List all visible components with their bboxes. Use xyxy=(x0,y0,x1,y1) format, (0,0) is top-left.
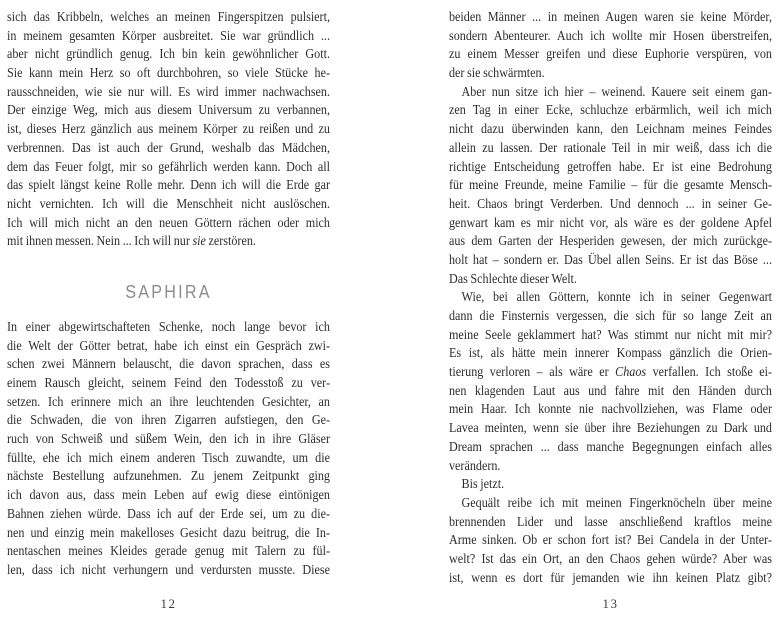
text-line: nen klagenden Laut aus und fahre mit den Händen durch xyxy=(449,382,772,398)
text-line: len, dass ich nicht verhungern und verdursten musste. Diese xyxy=(7,561,330,577)
text-line: in meinem gesamten Körper ausbreitet. Sie war gründlich ... xyxy=(7,27,330,43)
text-line: Das Schlechte dieser Welt. xyxy=(449,270,577,286)
text-line: nicht vernichten. Ich will die Menschheit nicht auslöschen. xyxy=(7,195,330,211)
text-line: sich das Kribbeln, welches an meinen Fingerspitzen pulsiert, xyxy=(7,9,330,24)
text-line: tierung verloren – als wäre er Chaos verfallen. Ich stoße ei- xyxy=(449,364,772,380)
text-line: ist, dieses Herz gänzlich aus meinem Körper zu reißen und zu xyxy=(7,121,330,137)
text-line: aus dem Garten der Hesperiden gewesen, der mich zurückge- xyxy=(449,233,772,249)
page-right xyxy=(449,8,772,615)
text-line: Aber nun sitze ich hier – weinend. Kauere seit einem gan- xyxy=(461,83,772,99)
text-line: allein zu lassen. Der rationale Teil in mir weiß, dass ich die xyxy=(449,139,772,155)
text-line: das spielt längst keine Rolle mehr. Denn ich will die Erde gar xyxy=(7,177,330,193)
text-line: der sie schwärmten. xyxy=(449,65,545,81)
text-line: verbrennen. Das ist auch der Grund, weshalb das Mädchen, xyxy=(7,139,330,155)
text-line: setzen. Ich erinnere mich an ihre leuchtenden Gesichter, an xyxy=(7,393,330,409)
text-line: ruch von Schweiß und süßem Wein, den ich in ihre Gläser xyxy=(7,431,330,447)
text-line: holt hat – sondern er. Das Übel allen Seins. Er ist das Böse ... xyxy=(449,251,772,267)
text-line: für meine Freunde, meine Familie – für die gesamte Mensch- xyxy=(449,177,772,193)
page-body xyxy=(449,8,772,587)
text-line: heit. Chaos bringt Verderben. Und dennoch ... in seiner Ge- xyxy=(449,195,772,211)
text-line: Lavea meinten, wenn sie über ihre Beziehungen zu Dark und xyxy=(449,420,772,436)
text-line: einem Rausch gleicht, seinem Feind den Todesstoß zu ver- xyxy=(7,375,330,390)
text-line: verändern. xyxy=(449,457,501,473)
page-left xyxy=(7,8,330,615)
text-line: rausschneiden, wie sie nur will. Es wird immer nachwachsen. xyxy=(7,83,330,99)
text-line: mit ihnen messen. Nein ... Ich will nur sie zerstören. xyxy=(7,233,256,249)
text-line: dann die Finsternis vergessen, die sich für so lange Zeit an xyxy=(449,308,772,323)
text-line: zu einem Messer greifen und diese Euphorie verspüren, von xyxy=(449,46,772,62)
text-line: genwart kam es mir nicht vor, als wäre es der goldene Apfel xyxy=(449,214,772,230)
text-line: mein Haar. Ich konnte nie nachvollziehen, was Flame oder xyxy=(449,401,772,417)
text-line: die Welt der Götter betrat, habe ich einst ein Gespräch zwi- xyxy=(7,337,330,353)
text-line: nen und einzig mein makelloses Gesicht dazu beitrug, die In- xyxy=(7,524,330,540)
text-line: meine Seele geklammert hat? Was stimmt nur nicht mit mir? xyxy=(449,326,772,342)
text-line: Bis jetzt. xyxy=(461,476,505,492)
text-line: Der einzige Weg, mich aus diesem Universum zu verbannen, xyxy=(7,102,330,118)
text-line: Wie, bei allen Göttern, konnte ich in seiner Gegenwart xyxy=(461,289,772,305)
text-line: ist, wenn es dort für jemanden wie ihn keinen Platz gibt? xyxy=(449,569,772,585)
text-line: beiden Männer ... in meinen Augen waren sie keine Mörder, xyxy=(449,9,772,24)
text-line: nächste Bestellung aufzunehmen. Zu jenem Zeitpunkt ging xyxy=(7,468,330,484)
text-line: zen Tag in einer Ecke, schluchze erbärmlich, weil ich mich xyxy=(449,102,772,118)
text-line: sondern Abenteurer. Auch ich wollte mir Hosen überstreifen, xyxy=(449,27,772,43)
text-line: Arme sinken. Ob er schon fort ist? Bei Candela in der Unter- xyxy=(449,532,772,548)
text-line: In einer abgewirtschafteten Schenke, noch lange bevor ich xyxy=(7,318,330,334)
text-line: richtige Entscheidung getroffen habe. Er ist eine Bedrohung xyxy=(449,158,772,174)
chapter-heading: SAPHIRA xyxy=(125,281,212,302)
text-line: schen zwei Männern belauscht, die davon sprachen, dass es xyxy=(7,356,330,372)
text-line: Ich will mich nicht an den neuen Göttern rächen oder mich xyxy=(7,214,330,230)
text-line: aber nicht gründlich genug. Ich bin kein gewöhnlicher Gott. xyxy=(7,46,330,62)
text-line: nentaschen meines Kleides gerade genug mit Talern zu fül- xyxy=(7,543,330,559)
text-line: dem das Feuer folgt, mir so gefährlich werden kann. Doch all xyxy=(7,158,330,174)
text-line: welt? Ist das ein Ort, an den Chaos gehen würde? Aber was xyxy=(449,550,772,566)
text-line: nicht dazu überwinden kann, den Leichnam meines Feindes xyxy=(449,121,772,137)
text-line: ich davon aus, dass mein Leben auf ewig diese eintönigen xyxy=(7,487,330,503)
text-line: Gequält reibe ich mit meinen Fingerknöcheln über meine xyxy=(461,494,772,510)
text-line: Bahnen ziehen würde. Dass ich auf der Erde sei, um zu die- xyxy=(7,505,330,521)
page-number-right: 13 xyxy=(602,596,619,611)
text-line: brennenden Lider und lasse anschließend kraftlos meine xyxy=(449,513,772,529)
text-line: Es ist, als hätte mein innerer Kompass gänzlich die Orien- xyxy=(449,345,772,361)
text-line: die Schwaden, die von ihren Zigarren aufstiegen, den Ge- xyxy=(7,412,330,428)
page-number-left: 12 xyxy=(160,596,177,611)
text-line: Sie kann mein Herz so oft durchbohren, so viele Stücke he- xyxy=(7,65,330,81)
page-body xyxy=(7,8,330,580)
text-line: füllte, ehe ich mich einem anderen Tisch zuwandte, um die xyxy=(7,449,330,465)
text-line: Dream sprachen ... dass manche Begegnungen einfach alles xyxy=(449,438,772,454)
